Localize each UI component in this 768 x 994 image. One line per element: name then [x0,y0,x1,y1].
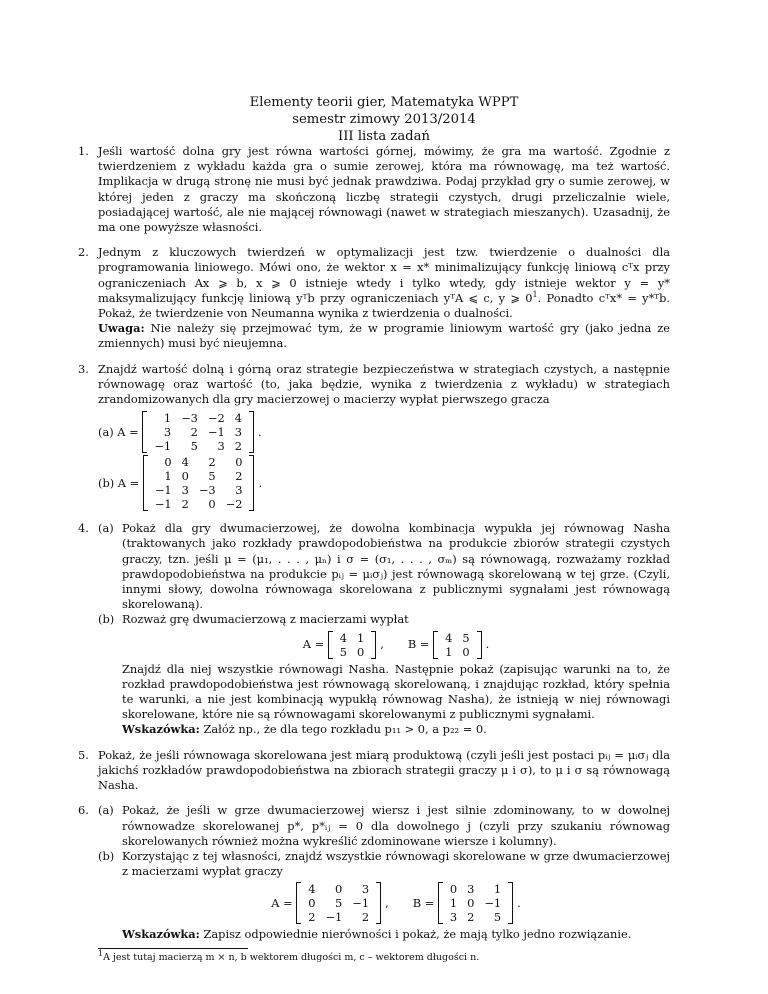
matrix-cell: 3 [449,910,458,925]
matrix-row [150,469,248,483]
problem-text: Jeśli wartość dolna gry jest równa wartości górnej, mówimy, że gra ma wartość. Zgodnie z twierdzeniem z wykładu każda gra o sumie zerowej, która ma równowagę, ma też wartość. Implikacja w drugą stronę nie musi być jednak prawdziwa. Podaj przykład gry o sumie zerowej, w której jeden z graczy ma skończoną liczbę strategii czystych, drugi przeliczalnie wiele, posiadającej wartość, ale nie mającej równowagi (nawet w strategiach mieszanych). Uzasadnij, że ma one powyższe własności. [98,144,670,235]
matrix-a-label: (a) A = [98,424,143,439]
matrix-cell: 5 [462,630,470,645]
problem-number: 2. [78,245,89,260]
matrix-row [150,455,248,469]
matrix-cell: 5 [339,644,348,659]
matrix-row [440,645,475,659]
matrix-cell: −1 [154,439,172,454]
matrix-dot: . [258,475,263,490]
matrix-cell: 2 [235,469,243,484]
matrix-A-label: A = [302,637,328,652]
matrix-cell: 2 [181,497,189,512]
matrix-cell: 3 [361,882,370,897]
matrix-A-label: A = [271,895,297,910]
matrix-cell: −2 [225,497,243,512]
matrix-cell: 0 [357,644,365,659]
matrix-row [303,910,374,924]
problem-3 [78,361,670,512]
matrix-row [335,631,370,645]
title-line-3: III lista zadań [338,129,430,144]
matrix-b-row [98,455,670,511]
left-bracket [142,411,147,453]
matrix-table [149,411,247,453]
matrix-b [143,455,255,511]
problem-4 [78,521,670,737]
matrix-row [149,425,247,439]
matrix-cell: 0 [235,455,243,470]
matrix-cell: 2 [190,425,198,440]
problem-1 [78,144,670,235]
problem-number: 1. [78,144,89,158]
matrix-row [440,631,475,645]
problem-number: 3. [78,361,89,376]
subproblem-label: (a) [98,803,114,818]
left-bracket [328,631,333,659]
right-bracket [376,882,381,924]
matrix-cell: 1 [357,630,365,645]
problem-list [78,144,670,953]
matrix-cell: −1 [154,483,172,498]
right-bracket [477,631,482,659]
problem-text: Pokaż, że jeśli równowaga skorelowana jest miarą produktową (czyli jeśli jest postaci pᵢⱼ = μᵢσⱼ dla jakichś rozkładów prawdopodobieństwa na zbiorach strategii graczy μ i σ), to μ i σ są równowagą Nasha. [98,747,670,793]
problem-6 [78,803,670,942]
matrix-cell: 1 [493,882,502,897]
matrix-A [296,882,381,924]
matrix-cell: −1 [325,910,343,925]
problem-2 [78,245,670,351]
matrix-cell: 1 [164,469,172,484]
hint-text: Zapisz odpowiednie nierówności i pokaż, że mają tylko jedno rozwiązanie. [199,927,632,942]
matrix-row [445,882,506,896]
hint-label: Wskazówka: [122,722,200,737]
subproblem-a [98,521,670,612]
matrix-row [149,439,247,453]
footnote-number: 1 [98,948,104,958]
matrix-cell: 2 [234,439,242,454]
subproblem-text: Rozważ grę dwumacierzową z macierzami wypłat [122,612,409,627]
problem-text: Znajdź wartość dolną i górną oraz strategie bezpieczeństwa w strategiach czystych, a następnie równowagę oraz wartość (to, jaka będzie, wynika z twierdzenia z wykładu) w strategiach zrandomizowanych dla gry macierzowej o macierzy wypłat pierwszego gracza [98,361,670,407]
matrix-cell: 5 [208,469,216,484]
hint-label: Wskazówka: [122,927,200,942]
subproblem-b [98,849,670,943]
matrix-B-label: B = [412,895,438,910]
footnote-marker: 1 [532,290,538,300]
matrix-cell: 4 [234,411,242,426]
matrix-cell: 0 [462,644,470,659]
matrix-cell: 0 [181,469,189,484]
subproblem-b [98,612,670,737]
matrix-row [303,896,374,910]
subproblem-label: (b) [98,848,115,863]
matrix-row [149,411,247,425]
matrix-row [445,896,506,910]
matrix-row [150,497,248,511]
matrix-cell: −1 [207,425,225,440]
matrix-a [142,411,254,453]
matrix-B [438,882,513,924]
matrix-a-row [98,411,670,453]
matrices-row [122,882,670,924]
problem-5 [78,747,670,794]
matrix-b-label: (b) A = [98,475,143,490]
matrix-cell: −1 [352,896,370,911]
footnote-text: A jest tutaj macierzą m × n, b wektorem długości m, c – wektorem długości n. [103,952,480,963]
matrix-row [445,910,506,924]
matrix-cell: 1 [449,896,458,911]
matrix-cell: 3 [163,425,172,440]
matrix-cell: 3 [181,483,189,498]
right-bracket [249,455,254,511]
matrix-row [335,645,370,659]
subproblem-text: Pokaż dla gry dwumacierzowej, że dowolna kombinacja wypukła jej równowag Nasha (traktowanych jako rozkłady prawdopodobieństwa na produkcie zbiorów strategii czystych graczy, tzn. jeśli μ = (μ₁, . . . , μₙ) i σ = (σ₁, . . . , σₘ) są równowagą, rozważamy rozkład prawdopodobieństwa na produkcie pᵢⱼ = μᵢσⱼ) jest równowagą skorelowaną w tej grze. (Czyli, innymi słowy, dowolna równowaga skorelowana z publicznymi sygnałami jest równowagą skorelowaną). [122,521,670,612]
matrix-comma: , [385,895,389,910]
matrix-cell: 0 [308,896,316,911]
subproblem-label: (a) [98,521,114,536]
matrix-cell: 4 [181,455,189,470]
title-line-1: Elementy teorii gier, Matematyka WPPT [249,95,519,110]
matrix-cell: −2 [207,411,225,426]
matrix-cell: −3 [198,483,216,498]
matrix-cell: 1 [163,411,172,426]
subproblem-text-2: Znajdź dla niej wszystkie równowagi Nasha. Następnie pokaż (zapisując warunki na to, że rozkład prawdopodobieństwa jest równowagą skorelowaną, i znajdując rozkład, który spełnia te warunki, a nie jest kombinacją wypukłą równowag Nasha), że istnieją w niej równowagi skorelowane, które nie są równowagami skorelowanymi z publicznymi sygnałami. [122,661,670,722]
matrix-cell: −3 [181,411,198,426]
document-header [0,94,768,145]
subproblem-label: (b) [98,612,115,627]
matrix-dot: . [517,895,521,910]
matrix-row [150,483,248,497]
matrix-A [328,631,377,659]
matrix-cell: 0 [208,497,216,512]
matrix-cell: 0 [335,882,343,897]
left-bracket [438,882,443,924]
subproblem-text: Korzystając z tej własności, znajdź wszystkie równowagi skorelowane w grze dwumacierzowej z macierzami wypłat graczy [122,848,670,879]
matrix-cell: 0 [467,896,475,911]
footnote [98,948,480,964]
matrix-table [440,631,475,659]
matrix-cell: 2 [308,910,316,925]
subproblem-a [98,803,670,849]
matrix-cell: 3 [235,483,243,498]
matrix-cell: 3 [467,882,475,897]
problem-text: Jednym z kluczowych twierdzeń w optymalizacji jest tzw. twierdzenie o dualności dla programowania liniowego. Mówi ono, że wektor x = x* minimalizujący funkcję liniową cᵀx przy ograniczeniach Ax ⩾ b, x ⩾ 0 istnieje wtedy i tylko wtedy, gdy istnieje wektor y = y* maksymalizujący funkcję liniową yᵀb przy ograniczeniach yᵀA ⩽ c, y ⩾ 0 [98,245,670,305]
matrix-cell: −1 [154,497,172,512]
title-line-2: semestr zimowy 2013/2014 [292,112,476,127]
left-bracket [143,455,148,511]
problem-number: 5. [78,747,89,762]
matrix-table [150,455,248,511]
matrix-B-label: B = [407,637,434,652]
matrix-cell: 5 [493,910,502,925]
matrix-cell: 0 [449,882,458,897]
matrix-cell: 2 [467,910,475,925]
hint-text: Załóż np., że dla tego rozkładu p₁₁ > 0, a p₂₂ = 0. [199,722,487,737]
matrix-cell: 5 [335,896,343,911]
matrix-cell: 2 [361,910,370,925]
matrix-cell: 3 [217,439,225,454]
matrix-row [303,882,374,896]
matrix-cell: 3 [234,425,242,440]
matrix-cell: 4 [445,630,453,645]
matrix-cell: 4 [339,630,348,645]
matrix-cell: 2 [208,455,216,470]
matrix-cell: 5 [190,439,198,454]
problem-number: 6. [78,803,89,818]
matrix-table [335,631,370,659]
right-bracket [371,631,376,659]
matrix-cell: −1 [484,896,502,911]
matrix-B [433,631,482,659]
matrix-table [445,882,506,924]
matrix-cell: 1 [445,644,453,659]
matrix-cell: 4 [308,882,316,897]
left-bracket [296,882,301,924]
matrix-dot: . [485,637,490,652]
subproblem-text: Pokaż, że jeśli w grze dwumacierzowej wiersz i jest silnie zdominowany, to w dowolnej równowadze skorelowanej p*, p*ᵢⱼ = 0 dla dowolnego j (czyli przy szukaniu równowag skorelowanych również można wykreślić zdominowane wiersze i kolumny). [122,803,670,848]
right-bracket [249,411,254,453]
matrix-comma: , [380,637,384,652]
note-label: Uwaga: [98,321,145,336]
matrix-dot: . [257,424,262,439]
matrix-cell: 0 [164,455,172,470]
matrices-row [122,631,670,659]
problem-number: 4. [78,521,89,536]
matrix-table [303,882,374,924]
footnote-rule [98,948,248,949]
problem-text-cont: . Ponadto cᵀx* = y*ᵀb. Pokaż, że twierdzenie von Neumanna wynika z twierdzenia o dualności. [98,290,670,321]
right-bracket [508,882,513,924]
left-bracket [433,631,438,659]
note-text: Nie należy się przejmować tym, że w programie liniowym wartość gry (jako jedna ze zmiennych) musi być nieujemna. [98,321,670,351]
